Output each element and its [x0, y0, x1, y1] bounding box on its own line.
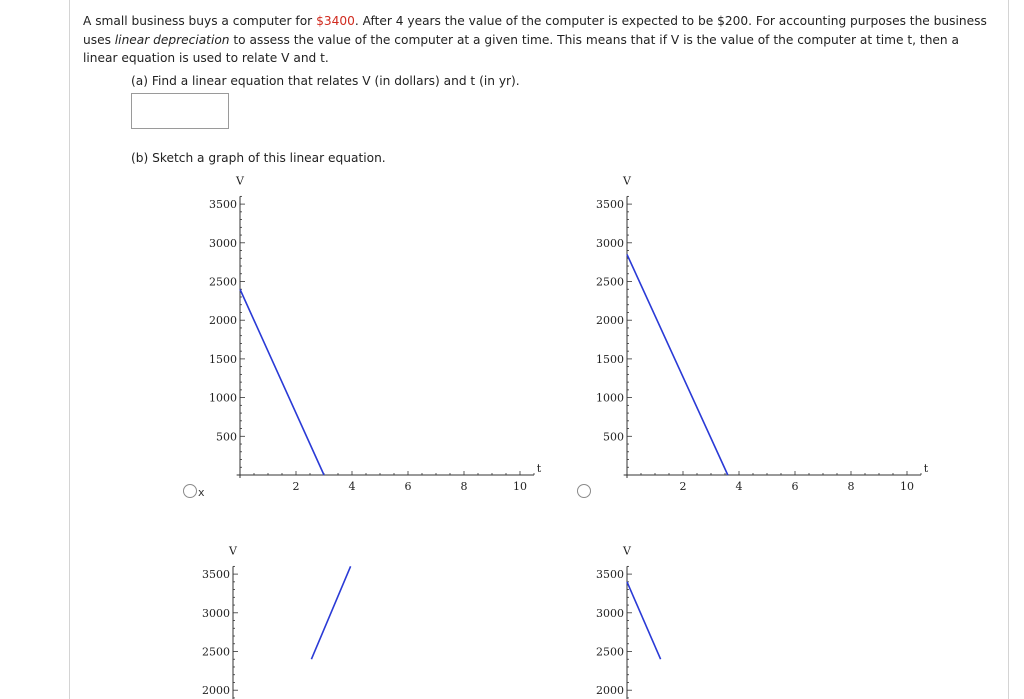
y-tick-label: 1500: [209, 352, 237, 366]
intro-middle: . After 4 years the value of the computer is expected to be $200. For accounting purposes the business uses: [83, 14, 987, 47]
y-axis-label: V: [623, 174, 631, 188]
x-tick-label: 2: [292, 480, 300, 493]
y-tick-label: 2500: [596, 275, 624, 289]
price-value: $3400: [316, 14, 355, 28]
y-tick-label: 3000: [596, 606, 624, 620]
series-line: [627, 582, 661, 659]
option-1-mark: x: [198, 486, 205, 499]
y-axis-label: V: [236, 174, 244, 188]
x-tick-label: 2: [679, 480, 687, 493]
y-tick-label: 500: [216, 430, 237, 444]
x-tick-label: 4: [735, 480, 743, 493]
y-tick-label: 3500: [596, 568, 624, 582]
y-tick-label: 2000: [209, 314, 237, 328]
x-tick-label: 6: [791, 480, 799, 493]
y-tick-label: 1000: [209, 391, 237, 405]
y-tick-label: 2000: [202, 684, 230, 698]
y-axis-label: V: [623, 544, 631, 558]
y-tick-label: 2500: [209, 275, 237, 289]
y-tick-label: 1500: [596, 352, 624, 366]
y-tick-label: 1000: [596, 391, 624, 405]
y-tick-label: 2000: [596, 314, 624, 328]
y-tick-label: 2500: [596, 645, 624, 659]
x-axis-label: t: [536, 462, 542, 475]
y-tick-label: 2000: [596, 684, 624, 698]
y-tick-label: 500: [603, 430, 624, 444]
y-tick-label: 3000: [209, 236, 237, 250]
intro-prefix: A small business buys a computer for: [83, 14, 317, 28]
x-tick-label: 10: [513, 480, 527, 493]
y-tick-label: 3500: [202, 568, 230, 582]
x-tick-label: 6: [404, 480, 412, 493]
part-a-prompt: (a) Find a linear equation that relates V (in dollars) and t (in yr).: [131, 74, 520, 88]
x-tick-label: 10: [900, 480, 914, 493]
x-axis-label: t: [923, 462, 929, 475]
y-axis-label: V: [229, 544, 237, 558]
y-tick-label: 3000: [202, 606, 230, 620]
x-tick-label: 8: [847, 480, 855, 493]
y-tick-label: 3000: [596, 236, 624, 250]
y-tick-label: 2500: [202, 645, 230, 659]
intro-suffix: to assess the value of the computer at a given time. This means that if V is the value of the computer at time t, then a linear equation is used to relate V and t.: [83, 32, 959, 65]
part-b-prompt: (b) Sketch a graph of this linear equation.: [131, 151, 386, 165]
x-tick-label: 4: [348, 480, 356, 493]
y-tick-label: 3500: [596, 198, 624, 212]
term-emphasis: linear depreciation: [114, 32, 230, 47]
x-tick-label: 8: [460, 480, 468, 493]
y-tick-label: 3500: [209, 198, 237, 212]
